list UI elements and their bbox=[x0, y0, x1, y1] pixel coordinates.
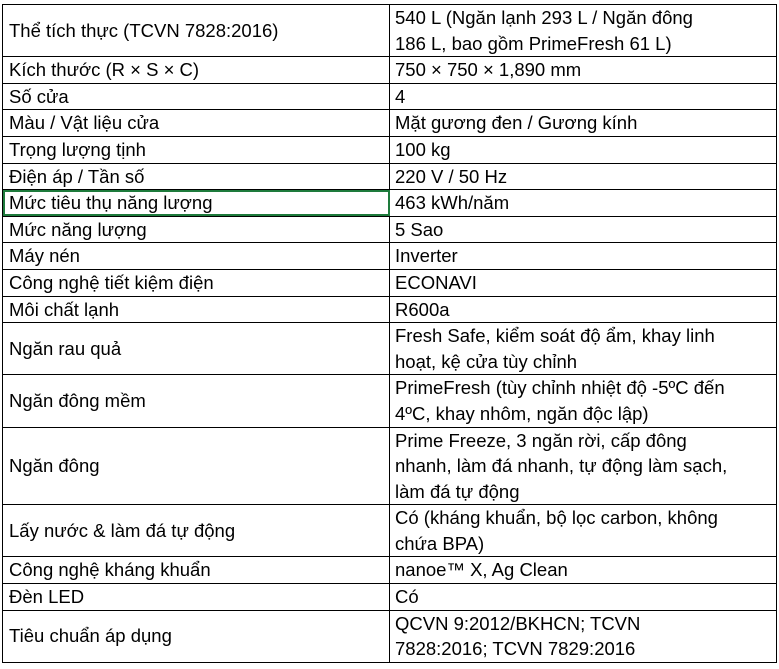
table-row bbox=[3, 83, 777, 110]
spec-label-cell[interactable]: Môi chất lạnh bbox=[3, 296, 390, 323]
table-row bbox=[3, 610, 777, 662]
spec-value-cell[interactable]: 540 L (Ngăn lạnh 293 L / Ngăn đông 186 L, bao gồm PrimeFresh 61 L) bbox=[390, 5, 777, 57]
spec-label-cell[interactable]: Kích thước (R × S × C) bbox=[3, 57, 390, 84]
spec-value-cell[interactable]: nanoe™ X, Ag Clean bbox=[390, 557, 777, 584]
table-row bbox=[3, 375, 777, 427]
spec-label-cell[interactable]: Màu / Vật liệu cửa bbox=[3, 110, 390, 137]
spec-label-cell[interactable]: Trọng lượng tịnh bbox=[3, 136, 390, 163]
spec-label-cell[interactable]: Mức năng lượng bbox=[3, 216, 390, 243]
spec-label-cell[interactable]: Ngăn rau quả bbox=[3, 323, 390, 375]
spec-value-cell[interactable]: 220 V / 50 Hz bbox=[390, 163, 777, 190]
spec-value-cell[interactable]: Có (kháng khuẩn, bộ lọc carbon, không chứa BPA) bbox=[390, 505, 777, 557]
table-row bbox=[3, 57, 777, 84]
table-row bbox=[3, 163, 777, 190]
spec-value-cell[interactable]: ECONAVI bbox=[390, 269, 777, 296]
spec-value-cell[interactable]: 4 bbox=[390, 83, 777, 110]
table-row bbox=[3, 190, 777, 217]
table-row bbox=[3, 136, 777, 163]
spec-value-cell[interactable]: 750 × 750 × 1,890 mm bbox=[390, 57, 777, 84]
spec-table bbox=[2, 4, 777, 663]
spec-label-cell[interactable]: Máy nén bbox=[3, 243, 390, 270]
spec-label-cell[interactable]: Ngăn đông mềm bbox=[3, 375, 390, 427]
table-row bbox=[3, 243, 777, 270]
table-row bbox=[3, 269, 777, 296]
table-row bbox=[3, 110, 777, 137]
table-row bbox=[3, 5, 777, 57]
spec-label-cell[interactable]: Tiêu chuẩn áp dụng bbox=[3, 610, 390, 662]
spec-value-cell[interactable]: 100 kg bbox=[390, 136, 777, 163]
table-row bbox=[3, 323, 777, 375]
spec-label-cell[interactable]: Số cửa bbox=[3, 83, 390, 110]
spec-label-cell[interactable]: Công nghệ tiết kiệm điện bbox=[3, 269, 390, 296]
spec-label-cell[interactable]: Lấy nước & làm đá tự động bbox=[3, 505, 390, 557]
spec-label-cell[interactable]: Điện áp / Tần số bbox=[3, 163, 390, 190]
table-row bbox=[3, 505, 777, 557]
spec-value-cell[interactable]: QCVN 9:2012/BKHCN; TCVN 7828:2016; TCVN 7829:2016 bbox=[390, 610, 777, 662]
table-row bbox=[3, 584, 777, 611]
spec-value-cell[interactable]: R600a bbox=[390, 296, 777, 323]
spec-value-cell[interactable]: 5 Sao bbox=[390, 216, 777, 243]
spec-label-cell[interactable]: Ngăn đông bbox=[3, 427, 390, 505]
spec-label-cell[interactable]: Công nghệ kháng khuẩn bbox=[3, 557, 390, 584]
spec-value-cell[interactable]: Fresh Safe, kiểm soát độ ẩm, khay linh hoạt, kệ cửa tùy chỉnh bbox=[390, 323, 777, 375]
table-row bbox=[3, 296, 777, 323]
table-row bbox=[3, 216, 777, 243]
spec-label-cell[interactable]: Đèn LED bbox=[3, 584, 390, 611]
spec-value-cell[interactable]: Inverter bbox=[390, 243, 777, 270]
selected-cell[interactable]: Mức tiêu thụ năng lượng bbox=[3, 190, 390, 217]
spec-value-cell[interactable]: PrimeFresh (tùy chỉnh nhiệt độ -5ºC đến 4ºC, khay nhôm, ngăn độc lập) bbox=[390, 375, 777, 427]
spec-value-cell[interactable]: Prime Freeze, 3 ngăn rời, cấp đông nhanh, làm đá nhanh, tự động làm sạch, làm đá tự động bbox=[390, 427, 777, 505]
spec-table-body bbox=[3, 5, 777, 663]
spec-value-cell[interactable]: 463 kWh/năm bbox=[390, 190, 777, 217]
spec-value-cell[interactable]: Có bbox=[390, 584, 777, 611]
spec-value-cell[interactable]: Mặt gương đen / Gương kính bbox=[390, 110, 777, 137]
table-row bbox=[3, 427, 777, 505]
spec-label-cell[interactable]: Thể tích thực (TCVN 7828:2016) bbox=[3, 5, 390, 57]
table-row bbox=[3, 557, 777, 584]
